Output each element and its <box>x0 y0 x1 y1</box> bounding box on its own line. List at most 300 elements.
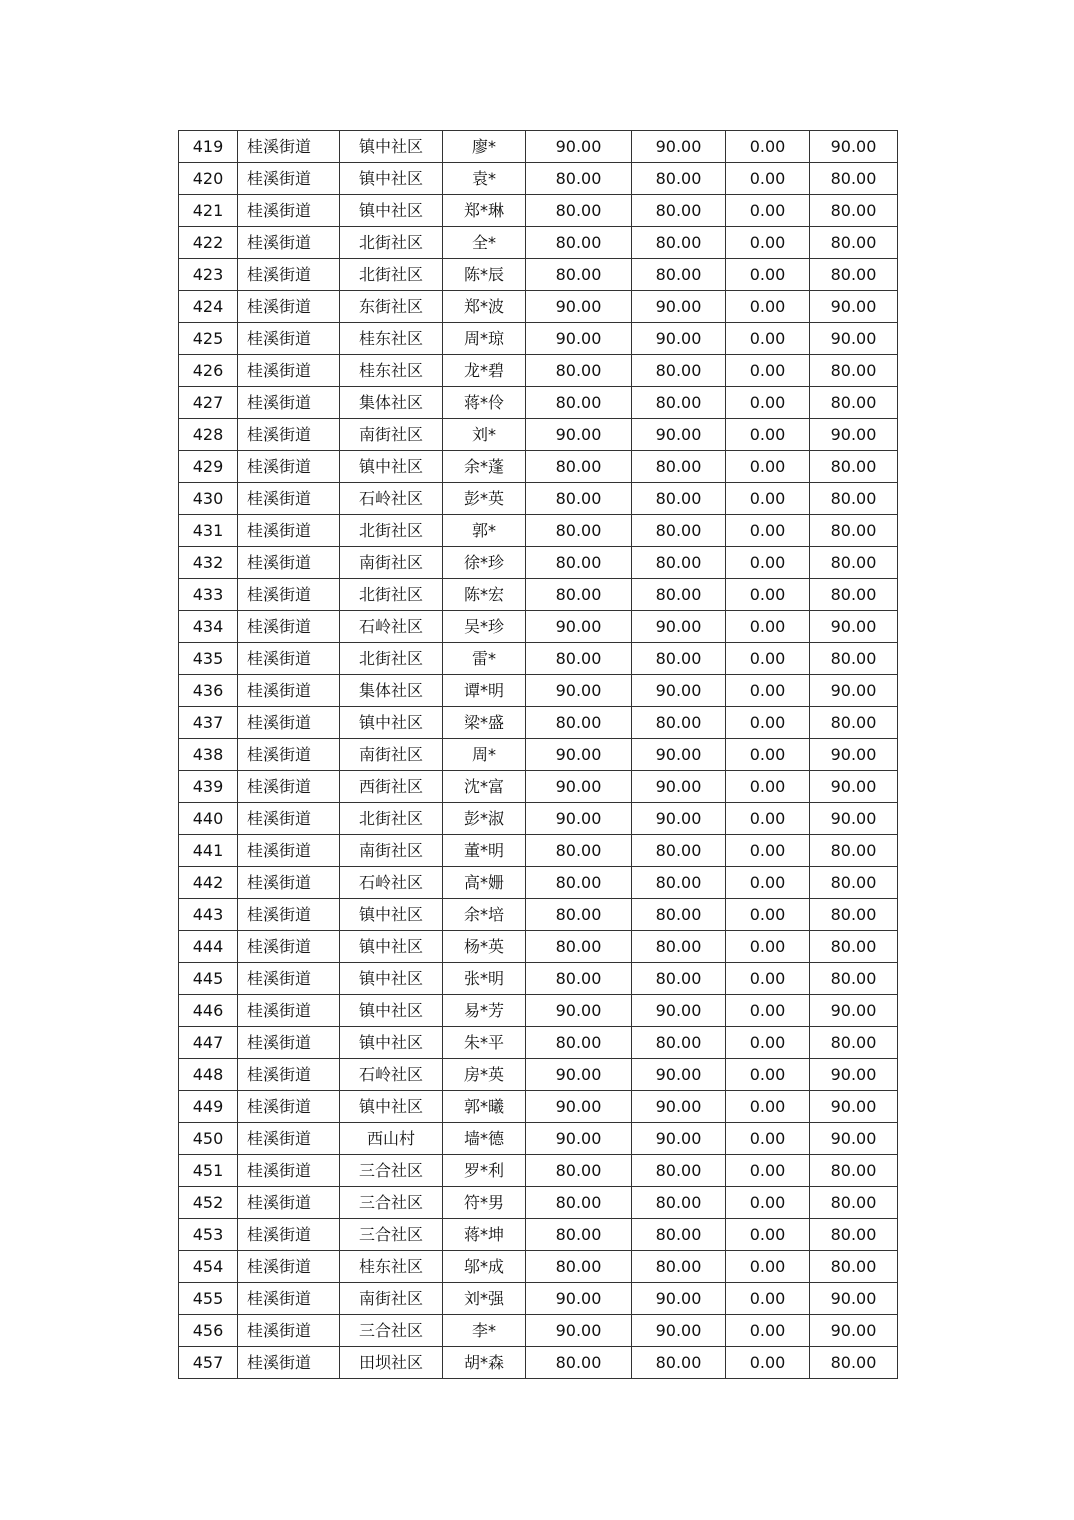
amount-cell: 90.00 <box>810 131 898 163</box>
street-cell: 桂溪街道 <box>238 1347 340 1379</box>
row-number-cell: 436 <box>179 675 238 707</box>
street-cell: 桂溪街道 <box>238 931 340 963</box>
street-cell: 桂溪街道 <box>238 291 340 323</box>
street-cell: 桂溪街道 <box>238 1123 340 1155</box>
row-number-cell: 420 <box>179 163 238 195</box>
amount-cell: 80.00 <box>526 387 632 419</box>
table-row <box>179 195 898 227</box>
community-cell: 西山村 <box>340 1123 443 1155</box>
amount-cell: 80.00 <box>810 483 898 515</box>
row-number-cell: 448 <box>179 1059 238 1091</box>
subsidy-roster-table <box>178 130 898 1379</box>
amount-cell: 90.00 <box>810 419 898 451</box>
community-cell: 镇中社区 <box>340 963 443 995</box>
amount-cell: 80.00 <box>810 1219 898 1251</box>
amount-cell: 90.00 <box>526 611 632 643</box>
amount-cell: 0.00 <box>726 1027 810 1059</box>
amount-cell: 0.00 <box>726 259 810 291</box>
amount-cell: 80.00 <box>810 355 898 387</box>
row-number-cell: 449 <box>179 1091 238 1123</box>
name-cell: 余*蓬 <box>443 451 526 483</box>
row-number-cell: 457 <box>179 1347 238 1379</box>
amount-cell: 0.00 <box>726 1123 810 1155</box>
amount-cell: 90.00 <box>810 803 898 835</box>
row-number-cell: 439 <box>179 771 238 803</box>
amount-cell: 90.00 <box>632 419 726 451</box>
amount-cell: 80.00 <box>632 707 726 739</box>
amount-cell: 80.00 <box>810 1187 898 1219</box>
amount-cell: 0.00 <box>726 451 810 483</box>
amount-cell: 80.00 <box>526 707 632 739</box>
row-number-cell: 445 <box>179 963 238 995</box>
amount-cell: 80.00 <box>526 483 632 515</box>
amount-cell: 90.00 <box>632 611 726 643</box>
name-cell: 郭* <box>443 515 526 547</box>
name-cell: 张*明 <box>443 963 526 995</box>
community-cell: 北街社区 <box>340 579 443 611</box>
street-cell: 桂溪街道 <box>238 867 340 899</box>
table-row <box>179 643 898 675</box>
amount-cell: 80.00 <box>526 227 632 259</box>
community-cell: 镇中社区 <box>340 931 443 963</box>
street-cell: 桂溪街道 <box>238 227 340 259</box>
table-row <box>179 1347 898 1379</box>
amount-cell: 90.00 <box>526 771 632 803</box>
street-cell: 桂溪街道 <box>238 643 340 675</box>
name-cell: 朱*平 <box>443 1027 526 1059</box>
amount-cell: 90.00 <box>632 771 726 803</box>
community-cell: 石岭社区 <box>340 1059 443 1091</box>
amount-cell: 90.00 <box>632 291 726 323</box>
name-cell: 周* <box>443 739 526 771</box>
amount-cell: 90.00 <box>810 1315 898 1347</box>
community-cell: 南街社区 <box>340 739 443 771</box>
name-cell: 胡*森 <box>443 1347 526 1379</box>
street-cell: 桂溪街道 <box>238 1251 340 1283</box>
amount-cell: 90.00 <box>810 1283 898 1315</box>
amount-cell: 80.00 <box>526 1347 632 1379</box>
amount-cell: 90.00 <box>526 419 632 451</box>
street-cell: 桂溪街道 <box>238 579 340 611</box>
amount-cell: 80.00 <box>526 547 632 579</box>
amount-cell: 80.00 <box>810 579 898 611</box>
amount-cell: 90.00 <box>632 1315 726 1347</box>
row-number-cell: 446 <box>179 995 238 1027</box>
amount-cell: 0.00 <box>726 771 810 803</box>
community-cell: 集体社区 <box>340 675 443 707</box>
amount-cell: 0.00 <box>726 835 810 867</box>
row-number-cell: 441 <box>179 835 238 867</box>
row-number-cell: 456 <box>179 1315 238 1347</box>
street-cell: 桂溪街道 <box>238 1155 340 1187</box>
name-cell: 房*英 <box>443 1059 526 1091</box>
amount-cell: 0.00 <box>726 291 810 323</box>
street-cell: 桂溪街道 <box>238 1187 340 1219</box>
row-number-cell: 454 <box>179 1251 238 1283</box>
community-cell: 桂东社区 <box>340 1251 443 1283</box>
community-cell: 三合社区 <box>340 1187 443 1219</box>
community-cell: 镇中社区 <box>340 995 443 1027</box>
amount-cell: 0.00 <box>726 1219 810 1251</box>
name-cell: 蒋*坤 <box>443 1219 526 1251</box>
name-cell: 全* <box>443 227 526 259</box>
street-cell: 桂溪街道 <box>238 995 340 1027</box>
street-cell: 桂溪街道 <box>238 899 340 931</box>
amount-cell: 80.00 <box>810 931 898 963</box>
row-number-cell: 437 <box>179 707 238 739</box>
amount-cell: 90.00 <box>810 739 898 771</box>
name-cell: 梁*盛 <box>443 707 526 739</box>
street-cell: 桂溪街道 <box>238 195 340 227</box>
amount-cell: 80.00 <box>526 1251 632 1283</box>
amount-cell: 80.00 <box>632 1187 726 1219</box>
street-cell: 桂溪街道 <box>238 707 340 739</box>
street-cell: 桂溪街道 <box>238 771 340 803</box>
table-row <box>179 579 898 611</box>
row-number-cell: 429 <box>179 451 238 483</box>
name-cell: 杨*英 <box>443 931 526 963</box>
amount-cell: 80.00 <box>810 835 898 867</box>
row-number-cell: 433 <box>179 579 238 611</box>
amount-cell: 80.00 <box>526 643 632 675</box>
amount-cell: 80.00 <box>526 1027 632 1059</box>
amount-cell: 0.00 <box>726 963 810 995</box>
table-row <box>179 387 898 419</box>
table-row <box>179 515 898 547</box>
name-cell: 彭*英 <box>443 483 526 515</box>
row-number-cell: 440 <box>179 803 238 835</box>
row-number-cell: 427 <box>179 387 238 419</box>
street-cell: 桂溪街道 <box>238 835 340 867</box>
name-cell: 墙*德 <box>443 1123 526 1155</box>
amount-cell: 80.00 <box>632 515 726 547</box>
amount-cell: 90.00 <box>810 1123 898 1155</box>
row-number-cell: 422 <box>179 227 238 259</box>
street-cell: 桂溪街道 <box>238 131 340 163</box>
row-number-cell: 426 <box>179 355 238 387</box>
name-cell: 郑*琳 <box>443 195 526 227</box>
amount-cell: 0.00 <box>726 195 810 227</box>
amount-cell: 90.00 <box>632 323 726 355</box>
name-cell: 郑*波 <box>443 291 526 323</box>
name-cell: 李* <box>443 1315 526 1347</box>
amount-cell: 90.00 <box>526 675 632 707</box>
amount-cell: 0.00 <box>726 227 810 259</box>
street-cell: 桂溪街道 <box>238 387 340 419</box>
table-row <box>179 259 898 291</box>
name-cell: 邬*成 <box>443 1251 526 1283</box>
amount-cell: 0.00 <box>726 707 810 739</box>
table-row <box>179 995 898 1027</box>
amount-cell: 0.00 <box>726 579 810 611</box>
amount-cell: 80.00 <box>632 867 726 899</box>
table-row <box>179 931 898 963</box>
amount-cell: 0.00 <box>726 483 810 515</box>
row-number-cell: 432 <box>179 547 238 579</box>
row-number-cell: 419 <box>179 131 238 163</box>
amount-cell: 80.00 <box>810 1251 898 1283</box>
amount-cell: 90.00 <box>526 131 632 163</box>
community-cell: 北街社区 <box>340 803 443 835</box>
amount-cell: 0.00 <box>726 1347 810 1379</box>
amount-cell: 0.00 <box>726 611 810 643</box>
table-row <box>179 707 898 739</box>
community-cell: 三合社区 <box>340 1315 443 1347</box>
amount-cell: 80.00 <box>632 1251 726 1283</box>
amount-cell: 80.00 <box>810 515 898 547</box>
table-row <box>179 1219 898 1251</box>
amount-cell: 80.00 <box>810 1155 898 1187</box>
name-cell: 徐*珍 <box>443 547 526 579</box>
name-cell: 廖* <box>443 131 526 163</box>
amount-cell: 0.00 <box>726 1155 810 1187</box>
amount-cell: 0.00 <box>726 131 810 163</box>
amount-cell: 80.00 <box>810 163 898 195</box>
amount-cell: 90.00 <box>810 291 898 323</box>
amount-cell: 90.00 <box>632 1059 726 1091</box>
amount-cell: 90.00 <box>810 1091 898 1123</box>
name-cell: 蒋*伶 <box>443 387 526 419</box>
table-row <box>179 547 898 579</box>
table-row <box>179 867 898 899</box>
table-row <box>179 451 898 483</box>
amount-cell: 90.00 <box>632 1091 726 1123</box>
table-row <box>179 963 898 995</box>
amount-cell: 80.00 <box>632 259 726 291</box>
row-number-cell: 434 <box>179 611 238 643</box>
amount-cell: 90.00 <box>526 291 632 323</box>
street-cell: 桂溪街道 <box>238 1315 340 1347</box>
street-cell: 桂溪街道 <box>238 1219 340 1251</box>
amount-cell: 90.00 <box>526 1123 632 1155</box>
row-number-cell: 431 <box>179 515 238 547</box>
community-cell: 石岭社区 <box>340 483 443 515</box>
amount-cell: 80.00 <box>632 963 726 995</box>
amount-cell: 80.00 <box>632 483 726 515</box>
amount-cell: 80.00 <box>526 835 632 867</box>
amount-cell: 80.00 <box>632 899 726 931</box>
name-cell: 刘* <box>443 419 526 451</box>
community-cell: 北街社区 <box>340 515 443 547</box>
community-cell: 集体社区 <box>340 387 443 419</box>
community-cell: 桂东社区 <box>340 355 443 387</box>
name-cell: 吴*珍 <box>443 611 526 643</box>
amount-cell: 90.00 <box>810 1059 898 1091</box>
amount-cell: 90.00 <box>526 1283 632 1315</box>
amount-cell: 0.00 <box>726 739 810 771</box>
amount-cell: 80.00 <box>526 867 632 899</box>
amount-cell: 80.00 <box>526 1155 632 1187</box>
table-row <box>179 899 898 931</box>
row-number-cell: 423 <box>179 259 238 291</box>
street-cell: 桂溪街道 <box>238 355 340 387</box>
amount-cell: 90.00 <box>632 675 726 707</box>
amount-cell: 80.00 <box>632 547 726 579</box>
amount-cell: 80.00 <box>810 195 898 227</box>
table-row <box>179 1123 898 1155</box>
amount-cell: 90.00 <box>526 1091 632 1123</box>
street-cell: 桂溪街道 <box>238 675 340 707</box>
street-cell: 桂溪街道 <box>238 1027 340 1059</box>
street-cell: 桂溪街道 <box>238 163 340 195</box>
amount-cell: 0.00 <box>726 1283 810 1315</box>
amount-cell: 0.00 <box>726 803 810 835</box>
table-row <box>179 291 898 323</box>
name-cell: 陈*辰 <box>443 259 526 291</box>
amount-cell: 80.00 <box>632 227 726 259</box>
amount-cell: 0.00 <box>726 323 810 355</box>
row-number-cell: 430 <box>179 483 238 515</box>
table-row <box>179 1251 898 1283</box>
street-cell: 桂溪街道 <box>238 1091 340 1123</box>
amount-cell: 90.00 <box>526 739 632 771</box>
amount-cell: 80.00 <box>526 515 632 547</box>
amount-cell: 80.00 <box>526 195 632 227</box>
amount-cell: 0.00 <box>726 1315 810 1347</box>
community-cell: 镇中社区 <box>340 707 443 739</box>
street-cell: 桂溪街道 <box>238 963 340 995</box>
amount-cell: 90.00 <box>810 323 898 355</box>
amount-cell: 80.00 <box>810 387 898 419</box>
amount-cell: 0.00 <box>726 515 810 547</box>
community-cell: 石岭社区 <box>340 867 443 899</box>
row-number-cell: 428 <box>179 419 238 451</box>
table-row <box>179 1091 898 1123</box>
amount-cell: 80.00 <box>526 355 632 387</box>
street-cell: 桂溪街道 <box>238 611 340 643</box>
table-row <box>179 483 898 515</box>
amount-cell: 0.00 <box>726 995 810 1027</box>
row-number-cell: 435 <box>179 643 238 675</box>
amount-cell: 0.00 <box>726 163 810 195</box>
amount-cell: 80.00 <box>632 931 726 963</box>
amount-cell: 90.00 <box>632 1123 726 1155</box>
amount-cell: 80.00 <box>810 899 898 931</box>
amount-cell: 80.00 <box>526 1219 632 1251</box>
community-cell: 东街社区 <box>340 291 443 323</box>
amount-cell: 80.00 <box>632 163 726 195</box>
amount-cell: 80.00 <box>632 387 726 419</box>
name-cell: 罗*利 <box>443 1155 526 1187</box>
amount-cell: 80.00 <box>632 643 726 675</box>
amount-cell: 80.00 <box>526 899 632 931</box>
table-row <box>179 1155 898 1187</box>
community-cell: 西街社区 <box>340 771 443 803</box>
community-cell: 镇中社区 <box>340 195 443 227</box>
name-cell: 雷* <box>443 643 526 675</box>
name-cell: 陈*宏 <box>443 579 526 611</box>
name-cell: 彭*淑 <box>443 803 526 835</box>
amount-cell: 0.00 <box>726 1059 810 1091</box>
name-cell: 刘*强 <box>443 1283 526 1315</box>
table-row <box>179 323 898 355</box>
table-row <box>179 739 898 771</box>
table-body <box>179 131 898 1379</box>
street-cell: 桂溪街道 <box>238 419 340 451</box>
street-cell: 桂溪街道 <box>238 1059 340 1091</box>
amount-cell: 0.00 <box>726 355 810 387</box>
name-cell: 高*姗 <box>443 867 526 899</box>
table-row <box>179 1187 898 1219</box>
amount-cell: 80.00 <box>810 1347 898 1379</box>
amount-cell: 0.00 <box>726 547 810 579</box>
amount-cell: 80.00 <box>632 1219 726 1251</box>
amount-cell: 90.00 <box>810 771 898 803</box>
table-row <box>179 1283 898 1315</box>
community-cell: 北街社区 <box>340 643 443 675</box>
street-cell: 桂溪街道 <box>238 515 340 547</box>
amount-cell: 90.00 <box>810 611 898 643</box>
amount-cell: 90.00 <box>526 995 632 1027</box>
community-cell: 南街社区 <box>340 835 443 867</box>
community-cell: 北街社区 <box>340 259 443 291</box>
amount-cell: 90.00 <box>632 739 726 771</box>
amount-cell: 80.00 <box>810 867 898 899</box>
amount-cell: 80.00 <box>632 195 726 227</box>
row-number-cell: 455 <box>179 1283 238 1315</box>
community-cell: 三合社区 <box>340 1219 443 1251</box>
name-cell: 董*明 <box>443 835 526 867</box>
community-cell: 石岭社区 <box>340 611 443 643</box>
community-cell: 镇中社区 <box>340 1091 443 1123</box>
row-number-cell: 424 <box>179 291 238 323</box>
table-row <box>179 1027 898 1059</box>
table-row <box>179 1059 898 1091</box>
row-number-cell: 451 <box>179 1155 238 1187</box>
amount-cell: 80.00 <box>526 963 632 995</box>
amount-cell: 80.00 <box>632 1027 726 1059</box>
amount-cell: 80.00 <box>810 707 898 739</box>
table-row <box>179 227 898 259</box>
name-cell: 谭*明 <box>443 675 526 707</box>
street-cell: 桂溪街道 <box>238 739 340 771</box>
name-cell: 沈*富 <box>443 771 526 803</box>
amount-cell: 80.00 <box>810 547 898 579</box>
amount-cell: 0.00 <box>726 931 810 963</box>
row-number-cell: 450 <box>179 1123 238 1155</box>
community-cell: 镇中社区 <box>340 451 443 483</box>
table-row <box>179 419 898 451</box>
amount-cell: 80.00 <box>810 1027 898 1059</box>
amount-cell: 80.00 <box>526 163 632 195</box>
amount-cell: 0.00 <box>726 1251 810 1283</box>
amount-cell: 0.00 <box>726 1091 810 1123</box>
row-number-cell: 453 <box>179 1219 238 1251</box>
amount-cell: 90.00 <box>526 1315 632 1347</box>
amount-cell: 0.00 <box>726 1187 810 1219</box>
table-row <box>179 355 898 387</box>
community-cell: 田坝社区 <box>340 1347 443 1379</box>
name-cell: 袁* <box>443 163 526 195</box>
row-number-cell: 452 <box>179 1187 238 1219</box>
amount-cell: 80.00 <box>632 579 726 611</box>
amount-cell: 90.00 <box>810 675 898 707</box>
amount-cell: 90.00 <box>632 803 726 835</box>
amount-cell: 80.00 <box>632 1347 726 1379</box>
community-cell: 镇中社区 <box>340 163 443 195</box>
amount-cell: 0.00 <box>726 643 810 675</box>
amount-cell: 80.00 <box>632 835 726 867</box>
amount-cell: 90.00 <box>810 995 898 1027</box>
amount-cell: 90.00 <box>632 131 726 163</box>
table-row <box>179 771 898 803</box>
table-row <box>179 835 898 867</box>
street-cell: 桂溪街道 <box>238 323 340 355</box>
name-cell: 周*琼 <box>443 323 526 355</box>
community-cell: 镇中社区 <box>340 131 443 163</box>
row-number-cell: 444 <box>179 931 238 963</box>
name-cell: 符*男 <box>443 1187 526 1219</box>
